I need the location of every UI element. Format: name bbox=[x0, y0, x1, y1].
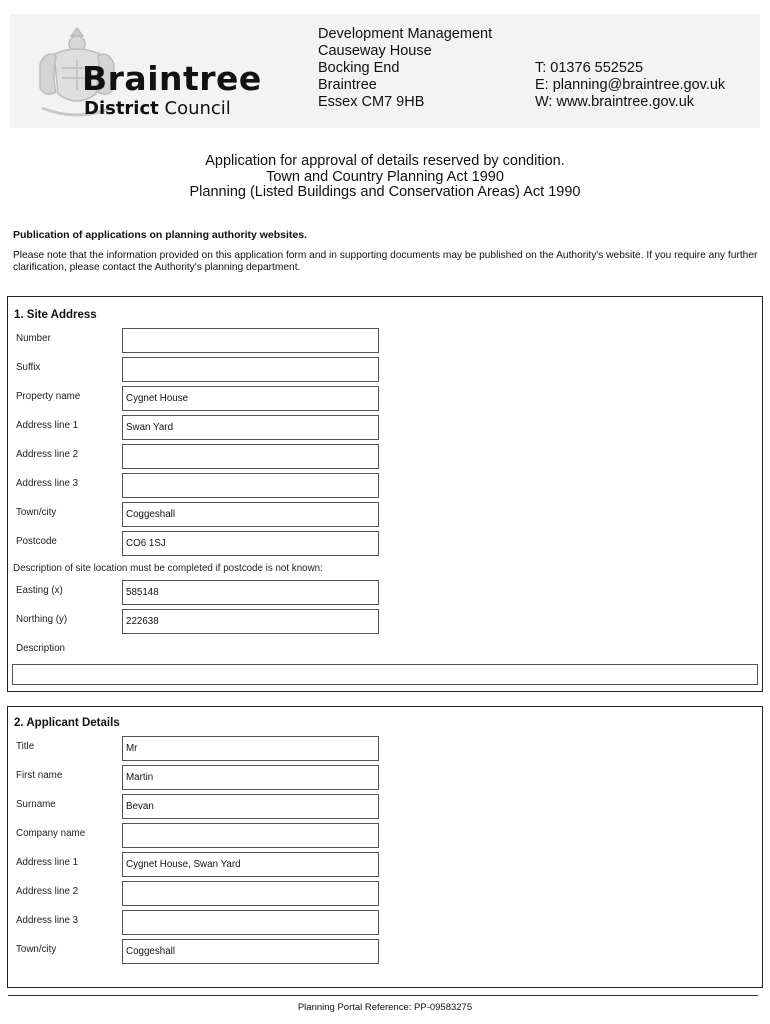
council-logo bbox=[32, 24, 272, 124]
title-line: Planning (Listed Buildings and Conservation Areas) Act 1990 bbox=[189, 184, 581, 200]
field-label: Address line 3 bbox=[16, 915, 79, 926]
address-line: Development Management bbox=[318, 26, 493, 42]
field-label: Description bbox=[16, 643, 66, 654]
field-label: Address line 2 bbox=[16, 449, 79, 460]
field-label: Town/city bbox=[16, 507, 57, 518]
publication-notice: Please note that the information provided on this application form and in supporting documents may be published on the Authority's website. If you require any further clarification, please contact the Authority's planning department. bbox=[13, 250, 758, 273]
address-line: Essex CM7 9HB bbox=[318, 94, 425, 110]
applicant-address-line-2-field[interactable] bbox=[122, 881, 379, 906]
form-title bbox=[0, 154, 770, 201]
portal-reference: Planning Portal Reference: PP-09583275 bbox=[297, 1002, 473, 1013]
title-field[interactable]: Mr bbox=[122, 736, 379, 761]
phone-number: T: 01376 552525 bbox=[535, 60, 644, 76]
field-label: Property name bbox=[16, 391, 81, 402]
address-line-1-field[interactable]: Swan Yard bbox=[122, 415, 379, 440]
field-label: Northing (y) bbox=[16, 614, 68, 625]
field-label: Title bbox=[16, 741, 35, 752]
address-line: Causeway House bbox=[318, 43, 432, 59]
easting-field[interactable]: 585148 bbox=[122, 580, 379, 605]
suffix-field[interactable] bbox=[122, 357, 379, 382]
applicant-details-section bbox=[7, 706, 763, 988]
field-label: Surname bbox=[16, 799, 56, 810]
address-line-3-field[interactable] bbox=[122, 473, 379, 498]
office-address bbox=[318, 26, 492, 111]
location-note: Description of site location must be completed if postcode is not known: bbox=[13, 563, 323, 574]
publication-heading: Publication of applications on planning authority websites. bbox=[13, 229, 308, 241]
field-label: Number bbox=[16, 333, 51, 344]
title-line: Application for approval of details reserved by condition. bbox=[205, 153, 565, 169]
applicant-address-line-1-field[interactable]: Cygnet House, Swan Yard bbox=[122, 852, 379, 877]
number-field[interactable] bbox=[122, 328, 379, 353]
applicant-address-line-3-field[interactable] bbox=[122, 910, 379, 935]
footer-divider bbox=[8, 995, 758, 996]
applicant-town-city-field[interactable]: Coggeshall bbox=[122, 939, 379, 964]
website: W: www.braintree.gov.uk bbox=[535, 94, 695, 110]
site-address-section bbox=[7, 296, 763, 692]
email-address: E: planning@braintree.gov.uk bbox=[535, 77, 726, 93]
northing-field[interactable]: 222638 bbox=[122, 609, 379, 634]
field-label: Town/city bbox=[16, 944, 57, 955]
letterhead bbox=[10, 14, 760, 128]
address-line-2-field[interactable] bbox=[122, 444, 379, 469]
field-label: Postcode bbox=[16, 536, 57, 547]
section-title: 1. Site Address bbox=[14, 309, 97, 321]
field-label: Address line 2 bbox=[16, 886, 79, 897]
section-title: 2. Applicant Details bbox=[14, 717, 120, 729]
postcode-field[interactable]: CO6 1SJ bbox=[122, 531, 379, 556]
description-field[interactable] bbox=[12, 664, 758, 685]
first-name-field[interactable]: Martin bbox=[122, 765, 379, 790]
field-label: Address line 3 bbox=[16, 478, 79, 489]
field-label: Address line 1 bbox=[16, 420, 79, 431]
address-line: Braintree bbox=[318, 77, 377, 93]
logo-wordmark: Braintree bbox=[82, 59, 262, 98]
contact-details bbox=[535, 60, 725, 111]
company-name-field[interactable] bbox=[122, 823, 379, 848]
field-label: Address line 1 bbox=[16, 857, 79, 868]
field-label: Suffix bbox=[16, 362, 41, 373]
title-line: Town and Country Planning Act 1990 bbox=[266, 168, 504, 185]
address-line: Bocking End bbox=[318, 60, 400, 76]
town-city-field[interactable]: Coggeshall bbox=[122, 502, 379, 527]
field-label: Company name bbox=[16, 828, 86, 839]
field-label: First name bbox=[16, 770, 63, 781]
property-name-field[interactable]: Cygnet House bbox=[122, 386, 379, 411]
surname-field[interactable]: Bevan bbox=[122, 794, 379, 819]
field-label: Easting (x) bbox=[16, 585, 63, 596]
logo-subtitle: District Council bbox=[84, 98, 231, 119]
